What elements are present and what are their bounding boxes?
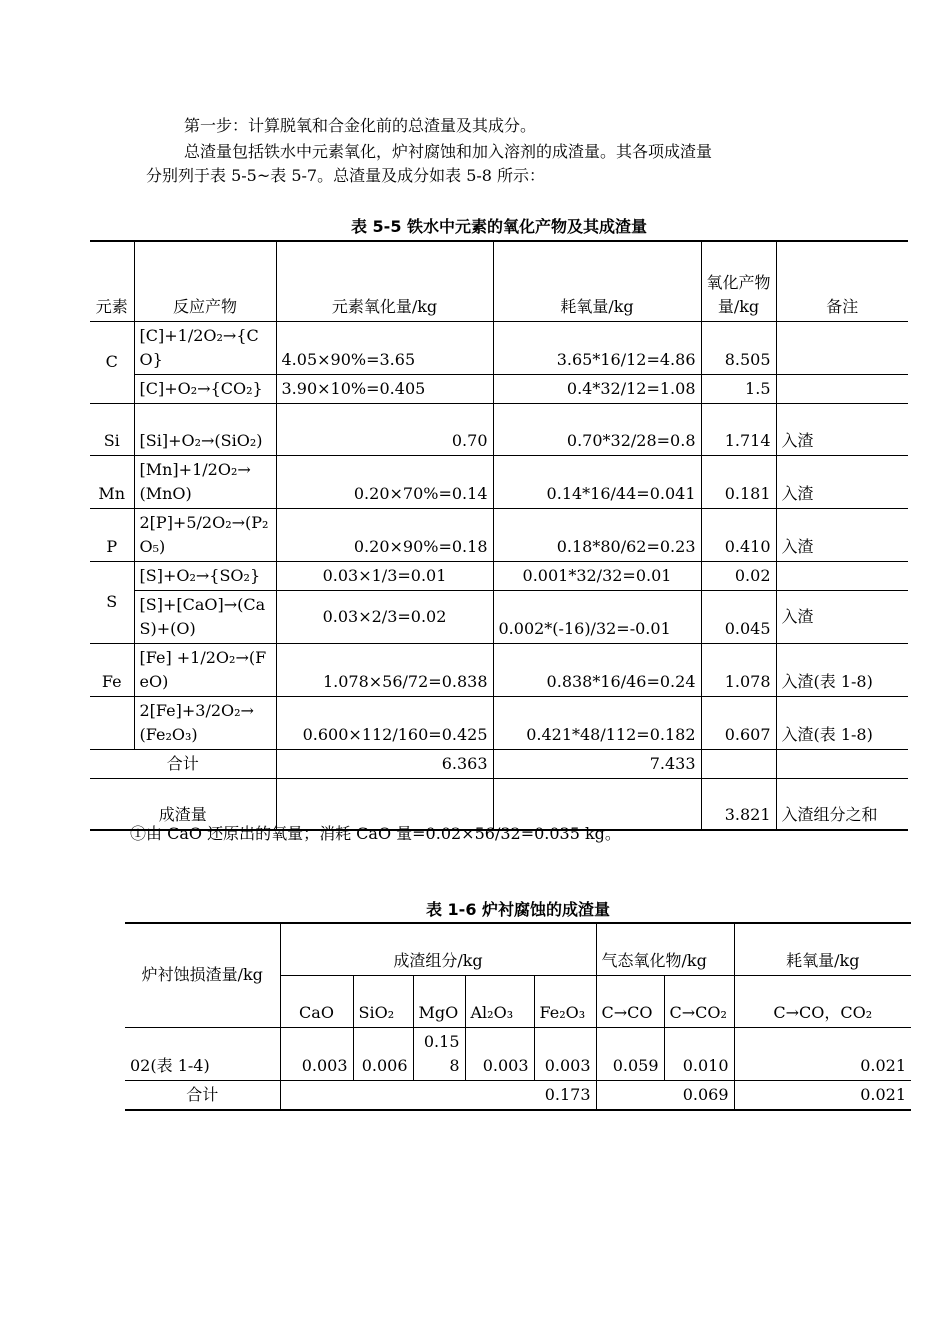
cell-loss: 02(表 1-4) bbox=[125, 1027, 280, 1080]
cell-remark bbox=[776, 561, 908, 590]
cell-element: S bbox=[90, 561, 134, 643]
cell-sio2: 0.006 bbox=[353, 1027, 413, 1080]
cell-oxidized: 4.05×90%=3.65 bbox=[276, 321, 493, 374]
cell-c-co: 0.059 bbox=[596, 1027, 664, 1080]
cell-mass: 0.02 bbox=[701, 561, 776, 590]
cell-element: Si bbox=[90, 403, 134, 455]
cell-mgo: 0.158 bbox=[413, 1027, 465, 1080]
header-loss: 炉衬蚀损渣量/kg bbox=[125, 923, 280, 1027]
table-row bbox=[90, 561, 908, 590]
cell-remark bbox=[776, 374, 908, 403]
header-al2o3: Al₂O₃ bbox=[465, 975, 534, 1027]
cell-mass: 8.505 bbox=[701, 321, 776, 374]
header-cao: CaO bbox=[280, 975, 353, 1027]
cell-oxidized: 0.20×70%=0.14 bbox=[276, 455, 493, 508]
total-oxygen: 0.021 bbox=[734, 1080, 911, 1110]
intro-line-3: 分别列于表 5-5~表 5-7。总渣量及成分如表 5-8 所示： bbox=[146, 166, 546, 185]
header-mgo: MgO bbox=[413, 975, 465, 1027]
header-oxidized: 元素氧化量/kg bbox=[276, 241, 493, 321]
header-c-co: C→CO bbox=[596, 975, 664, 1027]
total-label: 合计 bbox=[90, 749, 276, 778]
table-row bbox=[90, 455, 908, 508]
cell-remark: 入渣 bbox=[776, 403, 908, 455]
cell-oxidized: 0.03×1/3=0.01 bbox=[276, 561, 493, 590]
cell-product: [C]+O₂→{CO₂} bbox=[134, 374, 276, 403]
cell-oxidized: 0.03×2/3=0.02 bbox=[276, 590, 493, 643]
table-header-row bbox=[125, 923, 911, 975]
cell-product: [Si]+O₂→(SiO₂) bbox=[134, 403, 276, 455]
header-c-co2: C→CO₂ bbox=[664, 975, 734, 1027]
cell-oxygen: 0.838*16/46=0.24 bbox=[493, 643, 701, 696]
cell-oxygen: 0.70*32/28=0.8 bbox=[493, 403, 701, 455]
cell-oxidized: 0.600×112/160=0.425 bbox=[276, 696, 493, 749]
header-gas: 气态氧化物/kg bbox=[596, 923, 734, 975]
cell-mass: 1.714 bbox=[701, 403, 776, 455]
cell-mass: 1.078 bbox=[701, 643, 776, 696]
cell-oxygen: 0.002*(-16)/32=-0.01 bbox=[493, 590, 701, 643]
slag-remark: 入渣组分之和 bbox=[776, 778, 908, 830]
cell-oxygen: 0.421*48/112=0.182 bbox=[493, 696, 701, 749]
slag-label: 成渣量 bbox=[90, 778, 276, 830]
cell-cao: 0.003 bbox=[280, 1027, 353, 1080]
total-mass bbox=[701, 749, 776, 778]
table1-caption: 表 5-5 铁水中元素的氧化产物及其成渣量 bbox=[350, 217, 648, 236]
cell-remark: 入渣 bbox=[776, 508, 908, 561]
cell-oxygen: 0.021 bbox=[734, 1027, 911, 1080]
header-slag: 成渣组分/kg bbox=[280, 923, 596, 975]
total-row bbox=[90, 749, 908, 778]
cell-element: Fe bbox=[90, 643, 134, 696]
cell-fe2o3: 0.003 bbox=[534, 1027, 596, 1080]
cell-oxidized: 3.90×10%=0.405 bbox=[276, 374, 493, 403]
table-row bbox=[125, 1027, 911, 1080]
table-row bbox=[90, 590, 908, 643]
cell-element: Mn bbox=[90, 455, 134, 508]
cell-mass: 0.045 bbox=[701, 590, 776, 643]
total-oxidized: 6.363 bbox=[276, 749, 493, 778]
cell-oxygen: 0.001*32/32=0.01 bbox=[493, 561, 701, 590]
cell-product: [S]+[CaO]→(CaS)+(O) bbox=[134, 590, 276, 643]
slag-mass: 3.821 bbox=[701, 778, 776, 830]
total-label: 合计 bbox=[125, 1080, 280, 1110]
header-element: 元素 bbox=[90, 241, 134, 321]
table-row bbox=[90, 374, 908, 403]
cell-remark bbox=[776, 321, 908, 374]
cell-oxidized: 0.70 bbox=[276, 403, 493, 455]
cell-product: 2[Fe]+3/2O₂→(Fe₂O₃) bbox=[134, 696, 276, 749]
total-gas: 0.069 bbox=[596, 1080, 734, 1110]
header-oxygen-sub: C→CO，CO₂ bbox=[734, 975, 911, 1027]
cell-product: 2[P]+5/2O₂→(P₂O₅) bbox=[134, 508, 276, 561]
header-fe2o3: Fe₂O₃ bbox=[534, 975, 596, 1027]
cell-remark: 入渣 bbox=[776, 590, 908, 643]
header-oxygen: 耗氧量/kg bbox=[734, 923, 911, 975]
cell-mass: 0.181 bbox=[701, 455, 776, 508]
table1-footnote: ①由 CaO 还原出的氧量；消耗 CaO 量=0.02×56/32=0.035 kg。 bbox=[130, 824, 621, 843]
header-product: 反应产物 bbox=[134, 241, 276, 321]
cell-product: [C]+1/2O₂→{CO} bbox=[134, 321, 276, 374]
intro-line-2: 总渣量包括铁水中元素氧化，炉衬腐蚀和加入溶剂的成渣量。其各项成渣量 bbox=[184, 142, 713, 161]
cell-oxygen: 3.65*16/12=4.86 bbox=[493, 321, 701, 374]
total-oxygen: 7.433 bbox=[493, 749, 701, 778]
lining-corrosion-table bbox=[125, 922, 911, 1111]
cell-c-co2: 0.010 bbox=[664, 1027, 734, 1080]
header-oxygen: 耗氧量/kg bbox=[493, 241, 701, 321]
cell-oxygen: 0.14*16/44=0.041 bbox=[493, 455, 701, 508]
cell-element bbox=[90, 696, 134, 749]
cell-mass: 0.607 bbox=[701, 696, 776, 749]
header-sio2: SiO₂ bbox=[353, 975, 413, 1027]
total-slag: 0.173 bbox=[280, 1080, 596, 1110]
cell-remark: 入渣(表 1-8) bbox=[776, 643, 908, 696]
table-header-row bbox=[90, 241, 908, 321]
cell-remark: 入渣 bbox=[776, 455, 908, 508]
cell-remark: 入渣(表 1-8) bbox=[776, 696, 908, 749]
cell-al2o3: 0.003 bbox=[465, 1027, 534, 1080]
table-row bbox=[90, 696, 908, 749]
cell-product: [S]+O₂→{SO₂} bbox=[134, 561, 276, 590]
table-row bbox=[90, 508, 908, 561]
table-row bbox=[90, 321, 908, 374]
cell-oxygen: 0.4*32/12=1.08 bbox=[493, 374, 701, 403]
cell-oxidized: 1.078×56/72=0.838 bbox=[276, 643, 493, 696]
header-mass: 氧化产物量/kg bbox=[701, 241, 776, 321]
total-row bbox=[125, 1080, 911, 1110]
cell-oxygen: 0.18*80/62=0.23 bbox=[493, 508, 701, 561]
cell-mass: 0.410 bbox=[701, 508, 776, 561]
table-row bbox=[90, 403, 908, 455]
cell-product: [Mn]+1/2O₂→(MnO) bbox=[134, 455, 276, 508]
intro-line-1: 第一步：计算脱氧和合金化前的总渣量及其成分。 bbox=[184, 116, 537, 135]
total-remark bbox=[776, 749, 908, 778]
cell-element: C bbox=[90, 321, 134, 403]
cell-mass: 1.5 bbox=[701, 374, 776, 403]
header-remark: 备注 bbox=[776, 241, 908, 321]
table2-caption: 表 1-6 炉衬腐蚀的成渣量 bbox=[425, 900, 611, 919]
cell-product: [Fe] +1/2O₂→(FeO) bbox=[134, 643, 276, 696]
cell-element: P bbox=[90, 508, 134, 561]
element-oxidation-table bbox=[90, 240, 908, 831]
cell-oxidized: 0.20×90%=0.18 bbox=[276, 508, 493, 561]
table-row bbox=[90, 643, 908, 696]
